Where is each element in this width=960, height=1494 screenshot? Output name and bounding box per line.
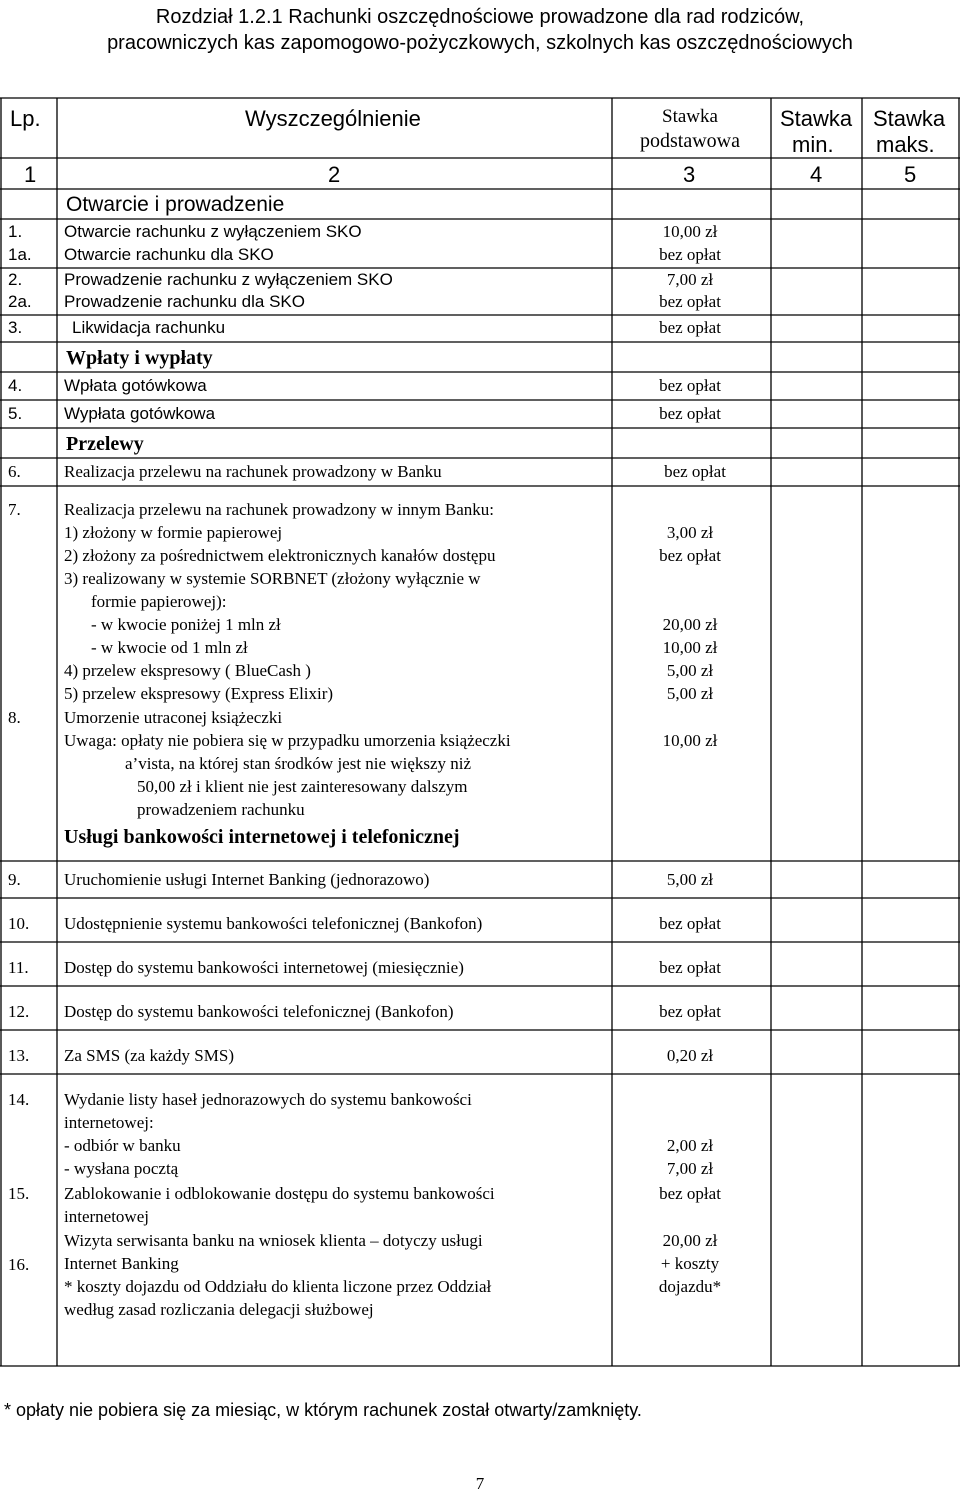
- row-1a-fee: bez opłat: [659, 245, 721, 264]
- row-2-fee: 7,00 zł: [666, 270, 714, 289]
- row-9-lp: 9.: [8, 870, 21, 889]
- row-7-fee-2: bez opłat: [659, 546, 721, 565]
- row-2a-fee: bez opłat: [659, 292, 721, 311]
- row-7-fee-3b: 10,00 zł: [662, 638, 718, 657]
- column-number-4: 4: [810, 162, 823, 187]
- footnote: * opłaty nie pobiera się za miesiąc, w którym rachunek został otwarty/zamknięty.: [4, 1400, 642, 1420]
- section-heading-e-banking: Usługi bankowości internetowej i telefonicznej: [64, 826, 460, 848]
- row-7-fee-3a: 20,00 zł: [662, 615, 718, 634]
- row-7-desc: Realizacja przelewu na rachunek prowadzony w innym Banku:: [64, 500, 495, 519]
- row-1a-desc: Otwarcie rachunku dla SKO: [64, 245, 274, 264]
- row-15-fee: bez opłat: [659, 1184, 721, 1203]
- row-3-fee: bez opłat: [659, 318, 721, 337]
- row-7-fee-4: 5,00 zł: [666, 661, 714, 680]
- row-6-lp: 6.: [8, 462, 21, 481]
- row-3-lp: 3.: [8, 318, 23, 337]
- row-11-fee: bez opłat: [659, 958, 721, 977]
- column-number-3: 3: [683, 162, 696, 187]
- row-8-note-2: a’vista, na której stan środków jest nie większy niż: [125, 754, 472, 773]
- row-12-desc: Dostęp do systemu bankowości telefonicznej (Bankofon): [64, 1002, 454, 1021]
- row-6-fee: bez opłat: [664, 462, 726, 481]
- row-8-note-1: Uwaga: opłaty nie pobiera się w przypadku umorzenia książeczki: [64, 731, 511, 750]
- row-14-lp: 14.: [8, 1090, 30, 1109]
- row-16-fee-3: dojazdu*: [658, 1277, 722, 1296]
- column-number-1: 1: [24, 162, 37, 187]
- row-2a-lp: 2a.: [8, 292, 32, 311]
- section-heading-opening: Otwarcie i prowadzenie: [66, 193, 285, 216]
- row-8-fee: 10,00 zł: [662, 731, 718, 750]
- row-7-option-3: 3) realizowany w systemie SORBNET (złożony wyłącznie w: [64, 569, 481, 588]
- document-title-line-2: pracowniczych kas zapomogowo-pożyczkowych, szkolnych kas oszczędnościowych: [107, 32, 853, 54]
- row-16-desc-4: według zasad rozliczania delegacji służbowej: [64, 1300, 374, 1319]
- row-8-note-3: 50,00 zł i klient nie jest zainteresowany dalszym: [137, 777, 468, 796]
- row-8-lp: 8.: [8, 708, 21, 727]
- row-7-option-1: 1) złożony w formie papierowej: [64, 523, 283, 542]
- row-14-desc-1: Wydanie listy haseł jednorazowych do systemu bankowości: [64, 1090, 472, 1109]
- row-7-option-4: 4) przelew ekspresowy ( BlueCash ): [64, 661, 311, 680]
- row-4-desc: Wpłata gotówkowa: [64, 376, 207, 395]
- row-10-fee: bez opłat: [659, 914, 721, 933]
- row-12-fee: bez opłat: [659, 1002, 721, 1021]
- row-16-desc-2: Internet Banking: [64, 1254, 179, 1273]
- row-8-note-4: prowadzeniem rachunku: [137, 800, 305, 819]
- row-8-desc: Umorzenie utraconej książeczki: [64, 708, 283, 727]
- row-5-fee: bez opłat: [659, 404, 721, 423]
- row-11-desc: Dostęp do systemu bankowości internetowej (miesięcznie): [64, 958, 464, 977]
- row-7-option-2: 2) złożony za pośrednictwem elektronicznych kanałów dostępu: [64, 546, 496, 565]
- page-number: 7: [475, 1474, 485, 1493]
- row-16-desc-3: * koszty dojazdu od Oddziału do klienta liczone przez Oddział: [64, 1277, 492, 1296]
- column-number-2: 2: [328, 162, 341, 187]
- header-description: Wyszczególnienie: [245, 106, 421, 131]
- document-title-line-1: Rozdział 1.2.1 Rachunki oszczędnościowe prowadzone dla rad rodziców,: [155, 6, 805, 28]
- header-base-rate-line-2: podstawowa: [640, 130, 740, 152]
- row-4-fee: bez opłat: [659, 376, 721, 395]
- row-5-desc: Wypłata gotówkowa: [64, 404, 216, 423]
- row-7-option-3-below: - w kwocie poniżej 1 mln zł: [91, 615, 281, 634]
- row-6-desc: Realizacja przelewu na rachunek prowadzony w Banku: [64, 462, 442, 481]
- row-2-desc: Prowadzenie rachunku z wyłączeniem SKO: [64, 270, 393, 289]
- row-13-desc: Za SMS (za każdy SMS): [64, 1046, 234, 1065]
- row-12-lp: 12.: [8, 1002, 30, 1021]
- row-16-fee-2: + koszty: [660, 1254, 720, 1273]
- row-7-option-3-cont: formie papierowej):: [91, 592, 227, 611]
- row-10-lp: 10.: [8, 914, 30, 933]
- row-7-option-3-above: - w kwocie od 1 mln zł: [91, 638, 248, 657]
- row-16-fee-1: 20,00 zł: [662, 1231, 718, 1250]
- row-4-lp: 4.: [8, 376, 23, 395]
- row-16-desc-1: Wizyta serwisanta banku na wniosek klienta – dotyczy usługi: [64, 1231, 483, 1250]
- row-1-lp: 1.: [8, 222, 23, 241]
- row-2-lp: 2.: [8, 270, 23, 289]
- row-9-desc: Uruchomienie usługi Internet Banking (jednorazowo): [64, 870, 430, 889]
- row-15-desc-2: internetowej: [64, 1207, 149, 1226]
- row-14-fee-mail: 7,00 zł: [666, 1159, 714, 1178]
- section-heading-deposits: Wpłaty i wypłaty: [66, 347, 213, 369]
- row-10-desc: Udostępnienie systemu bankowości telefonicznej (Bankofon): [64, 914, 483, 933]
- row-14-desc-2: internetowej:: [64, 1113, 154, 1132]
- row-2a-desc: Prowadzenie rachunku dla SKO: [64, 292, 305, 311]
- row-7-fee-5: 5,00 zł: [666, 684, 714, 703]
- row-1a-lp: 1a.: [8, 245, 32, 264]
- row-3-desc: Likwidacja rachunku: [72, 318, 226, 337]
- section-heading-transfers: Przelewy: [66, 433, 144, 455]
- row-14-fee-branch: 2,00 zł: [666, 1136, 714, 1155]
- header-min-rate-line-1: Stawka: [780, 106, 853, 131]
- row-15-desc-1: Zablokowanie i odblokowanie dostępu do systemu bankowości: [64, 1184, 495, 1203]
- row-7-lp: 7.: [8, 500, 21, 519]
- row-13-lp: 13.: [8, 1046, 30, 1065]
- header-max-rate-line-1: Stawka: [873, 106, 946, 131]
- row-14-option-branch: - odbiór w banku: [64, 1136, 181, 1155]
- header-max-rate-line-2: maks.: [876, 132, 935, 157]
- row-7-fee-1: 3,00 zł: [666, 523, 714, 542]
- row-16-lp: 16.: [8, 1255, 30, 1274]
- row-9-fee: 5,00 zł: [666, 870, 714, 889]
- row-11-lp: 11.: [8, 958, 29, 977]
- row-7-option-5: 5) przelew ekspresowy (Express Elixir): [64, 684, 334, 703]
- row-13-fee: 0,20 zł: [666, 1046, 714, 1065]
- row-14-option-mail: - wysłana pocztą: [64, 1159, 179, 1178]
- row-1-desc: Otwarcie rachunku z wyłączeniem SKO: [64, 222, 362, 241]
- header-min-rate-line-2: min.: [792, 132, 834, 157]
- row-1-fee: 10,00 zł: [662, 222, 718, 241]
- row-5-lp: 5.: [8, 404, 23, 423]
- header-lp: Lp.: [10, 106, 41, 131]
- row-15-lp: 15.: [8, 1184, 30, 1203]
- header-base-rate-line-1: Stawka: [662, 106, 718, 127]
- column-number-5: 5: [904, 162, 917, 187]
